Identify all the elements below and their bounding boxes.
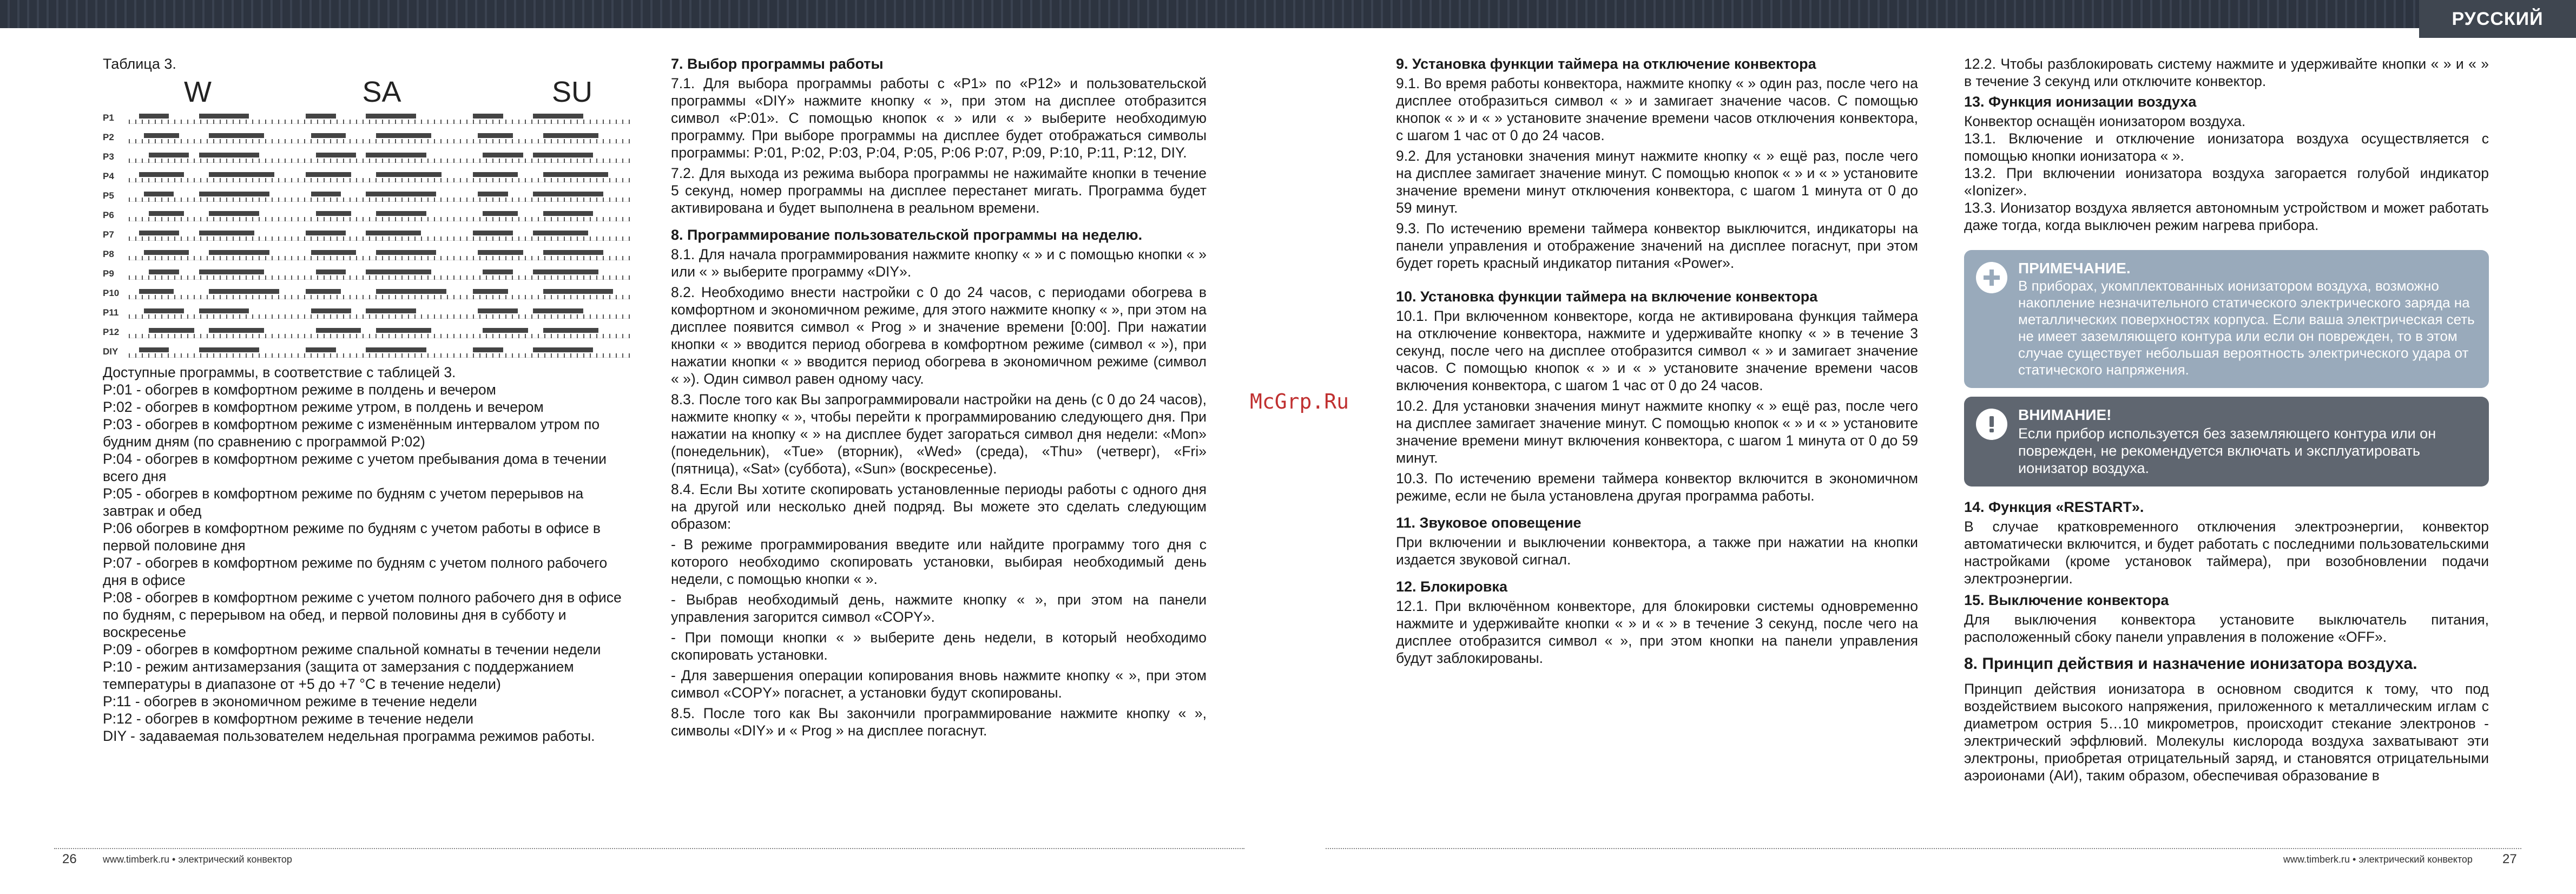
program-description: P:02 - обогрев в комфортном режиме утром, в полдень и вечером — [103, 399, 544, 415]
schedule-segment — [543, 250, 603, 255]
watermark: McGrp.Ru — [1250, 390, 1349, 413]
schedule-segment — [483, 328, 528, 333]
top-decorative-bar — [0, 0, 2576, 28]
schedule-segment — [306, 289, 341, 294]
schedule-segment — [199, 308, 249, 313]
para-10-3: 10.3. По истечению времени таймера конвектор включится в экономичном режиме, если не была установлена другая программа работы. — [1396, 470, 1918, 504]
schedule-segment — [306, 347, 336, 352]
program-bar — [129, 248, 630, 260]
program-bar — [129, 287, 630, 299]
para-13-1: 13.1. Включение и отключение ионизатора воздуха осуществляется с помощью кнопки ионизатора « ». — [1964, 130, 2489, 164]
footer-site-right: www.timberk.ru • электрический конвектор — [2283, 854, 2473, 865]
column-3 — [1396, 55, 1918, 670]
schedule-segment — [533, 192, 603, 196]
program-description: Доступные программы, в соответствие с таблицей 3. — [103, 364, 456, 380]
schedule-segment — [533, 347, 593, 352]
schedule-segment — [366, 308, 416, 313]
schedule-segment — [376, 250, 436, 255]
schedule-segment — [366, 347, 426, 352]
schedule-segment — [483, 153, 523, 157]
schedule-segment — [139, 231, 179, 235]
para-9-1: 9.1. Во время работы конвектора, нажмите кнопку « » один раз, после чего на дисплее отобразиться символ « » и замигает значение часов. С помощью кнопок « » и « » установите значение времени часов отключения конвектора, с шагом 1 час от 0 до 24 часов. — [1396, 75, 1918, 143]
program-description: P:05 - обогрев в комфортном режиме по будням с учетом перерывов на завтрак и обед — [103, 485, 584, 519]
para-13-0: Конвектор оснащён ионизатором воздуха. — [1964, 113, 2246, 129]
program-row — [103, 186, 630, 206]
schedule-segment — [316, 211, 351, 216]
schedule-segment — [306, 231, 346, 235]
program-bar — [129, 151, 630, 163]
heading-8: 8. Программирование пользовательской программы на неделю. — [671, 227, 1143, 243]
schedule-segment — [533, 114, 583, 119]
schedule-segment — [311, 133, 346, 138]
day-weekday: W — [184, 76, 212, 108]
para-10-2: 10.2. Для установки значения минут нажмите кнопку « » ещё раз, после чего на дисплее замигает значение минут. С помощью кнопок « » и « » установите значение времени минут включения конвектора, с шагом 1 минута от 0 до 59 минут. — [1396, 398, 1918, 466]
heading-12: 12. Блокировка — [1396, 579, 1507, 595]
day-sunday: SU — [551, 76, 592, 108]
exclamation-icon — [1976, 409, 2007, 440]
program-description: P:03 - обогрев в комфортном режиме с изменённым интервалом утром по будним дням (по сравнению с программой P:02) — [103, 416, 600, 450]
heading-9: 9. Установка функции таймера на отключение конвектора — [1396, 56, 1816, 72]
program-row — [103, 147, 630, 167]
program-label: P9 — [103, 268, 114, 279]
schedule-segment — [473, 172, 518, 177]
schedule-segment — [473, 231, 513, 235]
para-9-3: 9.3. По истечению времени таймера конвектор выключится, индикаторы на панели управления и отображение значений на дисплее погаснут, при этом будет гореть красный индикатор питания «Power». — [1396, 220, 1918, 271]
schedule-segment — [533, 269, 598, 274]
para-13-2: 13.2. При включении ионизатора воздуха загорается голубой индикатор «Ionizer». — [1964, 165, 2489, 199]
program-label: DIY — [103, 346, 118, 357]
table-days-header — [103, 76, 630, 108]
schedule-segment — [366, 231, 421, 235]
para-14: В случае кратковременного отключения электроэнергии, конвектор автоматически включится, и будет работать с последними пользовательскими настройками (кроме установок таймера), при возобновлении подачи электроэнергии. — [1964, 518, 2489, 587]
note-text: В приборах, укомплектованных ионизатором воздуха, возможно накопление незначительного статического электрического заряда на металлических поверхностях корпуса. Если ваша электрическая сеть не имеет заземляющего контура или если он поврежден, то в этом случае существует небольшая вероятность электрического удара от статического напряжения. — [2018, 278, 2475, 378]
para-8-4b: - Выбрав необходимый день, нажмите кнопку « », при этом на панели управления загорится символ «COPY». — [671, 591, 1207, 625]
schedule-segment — [209, 133, 264, 138]
schedule-segment — [311, 308, 351, 313]
schedule-segment — [543, 211, 594, 216]
schedule-segment — [543, 133, 598, 138]
program-description: P:08 - обогрев в комфортном режиме с учетом полного рабочего дня в офисе по будням, с перерывом на обед, и первой половины дня в субботу и воскресенье — [103, 589, 622, 640]
para-8-4a: - В режиме программирования введите или найдите программу того дня с которого необходимо скопировать установки, выбирая необходимый день недели, с помощью кнопки « ». — [671, 536, 1207, 587]
language-tab: РУССКИЙ — [2419, 0, 2576, 38]
note-box — [1964, 250, 2489, 388]
program-description: P:12 - обогрев в комфортном режиме в течение недели — [103, 711, 474, 727]
schedule-segment — [311, 250, 356, 255]
program-label: P2 — [103, 132, 114, 142]
program-description: P:09 - обогрев в комфортном режиме спальной комнаты в течении недели — [103, 641, 601, 658]
schedule-segment — [209, 211, 259, 216]
schedule-segment — [149, 269, 179, 274]
schedule-segment — [366, 192, 436, 196]
heading-11: 11. Звуковое оповещение — [1396, 515, 1582, 531]
program-description: P:10 - режим антизамерзания (защита от замерзания с поддержанием температуры в диапазоне от +5 до +7 °С в течение недели) — [103, 659, 574, 692]
program-row — [103, 225, 630, 245]
program-row — [103, 284, 630, 303]
schedule-segment — [144, 133, 179, 138]
program-label: P4 — [103, 171, 114, 181]
schedule-segment — [478, 308, 518, 313]
schedule-segment — [199, 231, 254, 235]
schedule-segment — [144, 192, 174, 196]
page-number-right: 27 — [2502, 852, 2517, 866]
schedule-segment — [543, 172, 609, 177]
schedule-segment — [473, 289, 508, 294]
schedule-segment — [478, 192, 508, 196]
schedule-segment — [376, 172, 442, 177]
schedule-segment — [543, 328, 598, 333]
program-description: P:11 - обогрев в экономичном режиме в течение недели — [103, 693, 477, 709]
program-row — [103, 108, 630, 128]
footer-site-left: www.timberk.ru • электрический конвектор — [103, 854, 292, 865]
program-label: P11 — [103, 307, 119, 318]
program-label: P1 — [103, 113, 114, 123]
warning-text: Если прибор используется без заземляющего контура или он поврежден, не рекомендуется включать и эксплуатировать ионизатор воздуха. — [2018, 425, 2436, 476]
para-7-1: 7.1. Для выбора программы работы с «P1» по «P12» и пользовательской программы «DIY» нажмите кнопку « », при этом на дисплее отобразится символ «P:01». С помощью кнопок « » или « » выберите необходимую программу. При выборе программы на дисплее будет отображаться символы программы: P:01, P:02, P:03, P:04, P:05, P:06 P:07, P:09, P:10, P:11, P:12, DIY. — [671, 75, 1207, 161]
schedule-segment — [149, 328, 194, 333]
para-8-4: 8.4. Если Вы хотите скопировать установленные периоды работы с одного дня на другой или несколько дней подряд. Вы можете это сделать следующим образом: — [671, 481, 1207, 532]
warning-box — [1964, 397, 2489, 487]
para-12-1: 12.1. При включённом конвекторе, для блокировки системы одновременно нажмите и удерживайте кнопки « » и « » в течение 3 секунд, после чего на дисплее отобразится символ « », при этом кнопки на панели управления будут заблокированы. — [1396, 598, 1918, 666]
schedule-segment — [209, 250, 269, 255]
program-bar — [129, 229, 630, 241]
para-10-1: 10.1. При включенном конвекторе, когда не активирована функция таймера на отключение конвектора, нажмите и удерживайте кнопку « » в течение 3 секунд, после чего на дисплее отобразится символ « » и замигает значение часов. С помощью кнопок « » и « » установите значение времени часов включения конвектора, с шагом 1 час от 0 до 24 часов. — [1396, 308, 1918, 393]
program-bar — [129, 307, 630, 319]
program-row — [103, 245, 630, 264]
schedule-segment — [316, 153, 356, 157]
schedule-segment — [366, 153, 426, 157]
program-label: P8 — [103, 249, 114, 259]
schedule-segment — [376, 211, 426, 216]
schedule-segment — [306, 114, 336, 119]
schedule-segment — [533, 231, 588, 235]
schedule-segment — [144, 308, 184, 313]
para-11: При включении и выключении конвектора, а также при нажатии на кнопки издается звуковой сигнал. — [1396, 534, 1918, 568]
schedule-segment — [483, 269, 513, 274]
schedule-segment — [533, 153, 593, 157]
schedule-segment — [376, 133, 431, 138]
footer-rule-right — [1326, 848, 2521, 849]
program-list — [103, 364, 630, 745]
para-8-2: 8.2. Необходимо внести настройки с 0 до 24 часов, с периодами обогрева в комфортном и экономичном режиме, для этого нажмите кнопку « », при этом на дисплее появится символ « Prog » и значение времени [0:00]. При нажатии кнопки « » вводится период обогрева в комфортном режиме (символ « »), при нажатии кнопки « » вводится период обогрева в экономичном режиме (символ « »). Один символ равен одному часу. — [671, 284, 1207, 387]
schedule-segment — [139, 289, 174, 294]
schedule-segment — [376, 289, 446, 294]
schedule-segment — [311, 192, 341, 196]
program-bar — [129, 170, 630, 182]
program-row — [103, 206, 630, 225]
program-description: P:04 - обогрев в комфортном режиме с учетом пребывания дома в течении всего дня — [103, 451, 607, 484]
table-title: Таблица 3. — [103, 56, 176, 72]
heading-14: 14. Функция «RESTART». — [1964, 499, 2144, 515]
program-row — [103, 128, 630, 147]
program-bar — [129, 326, 630, 338]
heading-7: 7. Выбор программы работы — [671, 56, 884, 72]
warning-title: ВНИМАНИЕ! — [2018, 406, 2112, 423]
column-1 — [103, 55, 630, 745]
schedule-segment — [533, 308, 583, 313]
schedule-segment — [199, 153, 259, 157]
para-9-2: 9.2. Для установки значения минут нажмите кнопку « » ещё раз, после чего на дисплее замигает значение минут. С помощью кнопок « » и « » установите значение времени минут отключения конвектора, с шагом 1 минута от 0 до 59 минут. — [1396, 148, 1918, 216]
heading-15: 15. Выключение конвектора — [1964, 592, 2169, 608]
program-row — [103, 167, 630, 186]
program-bar — [129, 346, 630, 358]
column-2 — [671, 55, 1207, 742]
para-8-1: 8.1. Для начала программирования нажмите кнопку « » и с помощью кнопки « » или « » выберите программу «DIY». — [671, 246, 1207, 280]
program-label: P6 — [103, 210, 114, 220]
program-label: P5 — [103, 190, 114, 201]
schedule-segment — [209, 328, 264, 333]
schedule-segment — [316, 269, 346, 274]
schedule-segment — [149, 211, 184, 216]
schedule-segment — [139, 172, 184, 177]
program-label: P10 — [103, 288, 120, 298]
program-bar — [129, 132, 630, 143]
schedule-segment — [199, 192, 269, 196]
para-7-2: 7.2. Для выхода из режима выбора программы не нажимайте кнопки в течение 5 секунд, номер программы на дисплее перестанет мигать. Программа будет активирована и будет выполнена в реальном времени. — [671, 165, 1207, 216]
schedule-segment — [483, 211, 518, 216]
program-row — [103, 342, 630, 361]
schedule-segment — [209, 289, 279, 294]
schedule-segment — [199, 269, 265, 274]
schedule-segment — [139, 114, 169, 119]
program-schedule-table — [103, 108, 630, 361]
program-row — [103, 323, 630, 342]
note-title: ПРИМЕЧАНИЕ. — [2018, 260, 2131, 277]
schedule-segment — [199, 347, 259, 352]
schedule-segment — [306, 172, 351, 177]
schedule-segment — [209, 172, 274, 177]
program-label: P7 — [103, 229, 114, 240]
program-description: P:06 обогрев в комфортном режиме по будням с учетом работы в офисе в первой половине дня — [103, 520, 601, 554]
para-12-2: 12.2. Чтобы разблокировать систему нажмите и удерживайте кнопки « » и « » в течение 3 секунд или отключите конвектор. — [1964, 56, 2489, 89]
schedule-segment — [199, 114, 249, 119]
program-bar — [129, 190, 630, 202]
schedule-segment — [149, 153, 189, 157]
day-saturday: SA — [362, 76, 401, 108]
schedule-segment — [316, 328, 361, 333]
plus-icon — [1976, 262, 2007, 293]
para-8-5: 8.5. После того как Вы закончили программирование нажмите кнопку « », символы «DIY» и « Prog » на дисплее погаснут. — [671, 705, 1207, 739]
schedule-segment — [478, 250, 523, 255]
page-number-left: 26 — [62, 852, 77, 866]
heading-8-ionizer: 8. Принцип действия и назначение ионизатора воздуха. — [1964, 655, 2417, 673]
program-bar — [129, 268, 630, 280]
heading-10: 10. Установка функции таймера на включение конвектора — [1396, 288, 1818, 305]
schedule-segment — [366, 269, 431, 274]
schedule-segment — [144, 250, 189, 255]
schedule-segment — [473, 114, 503, 119]
program-row — [103, 303, 630, 323]
para-8-4c: - При помощи кнопки « » выберите день недели, в который необходимо скопировать установки. — [671, 629, 1207, 663]
column-4 — [1964, 55, 2489, 787]
schedule-segment — [478, 133, 513, 138]
program-description: DIY - задаваемая пользователем недельная программа режимов работы. — [103, 728, 595, 744]
heading-13: 13. Функция ионизации воздуха — [1964, 94, 2197, 110]
program-bar — [129, 112, 630, 124]
para-8-4d: - Для завершения операции копирования вновь нажмите кнопку « », при этом символ «COPY» погаснет, а установки будут скопированы. — [671, 667, 1207, 701]
schedule-segment — [473, 347, 503, 352]
program-description: P:01 - обогрев в комфортном режиме в полдень и вечером — [103, 382, 496, 398]
program-row — [103, 264, 630, 284]
footer-rule-left — [54, 848, 1244, 849]
schedule-segment — [139, 347, 169, 352]
para-8-ionizer: Принцип действия ионизатора в основном сводится к тому, что под воздействием высокого напряжения, приложенного к металлическим иглам с диаметром острия 5…10 микрометров, происходит стекание электронов - электрический эффлювий. Молекулы кислорода воздуха захватывают эти электроны, приобретая отрицательный заряд, и становятся отрицательными аэроионами (АИ), таким образом, обеспечивая образование в — [1964, 681, 2489, 784]
para-13-3: 13.3. Ионизатор воздуха является автономным устройством и может работать даже тогда, когда выключен режим нагрева прибора. — [1964, 200, 2489, 233]
program-bar — [129, 209, 630, 221]
schedule-segment — [366, 114, 416, 119]
schedule-segment — [376, 328, 431, 333]
para-8-3: 8.3. После того как Вы запрограммировали настройки на день (с 0 до 24 часов), нажмите кнопку « », чтобы перейти к программированию следующего дня. При нажатии на кнопку « » на дисплее будет загораться символ дня недели: «Mon» (понедельник), «Tue» (вторник), «Wed» (среда), «Thu» (четверг), «Fri» (пятница), «Sat» (суббота), «Sun» (воскресенье). — [671, 391, 1207, 477]
program-description: P:07 - обогрев в комфортном режиме по будням с учетом полного рабочего дня в офисе — [103, 555, 608, 588]
para-15: Для выключения конвектора установите выключатель питания, расположенный сбоку панели управления в положение «OFF». — [1964, 612, 2489, 645]
schedule-segment — [543, 289, 614, 294]
program-label: P3 — [103, 152, 114, 162]
program-label: P12 — [103, 327, 120, 337]
